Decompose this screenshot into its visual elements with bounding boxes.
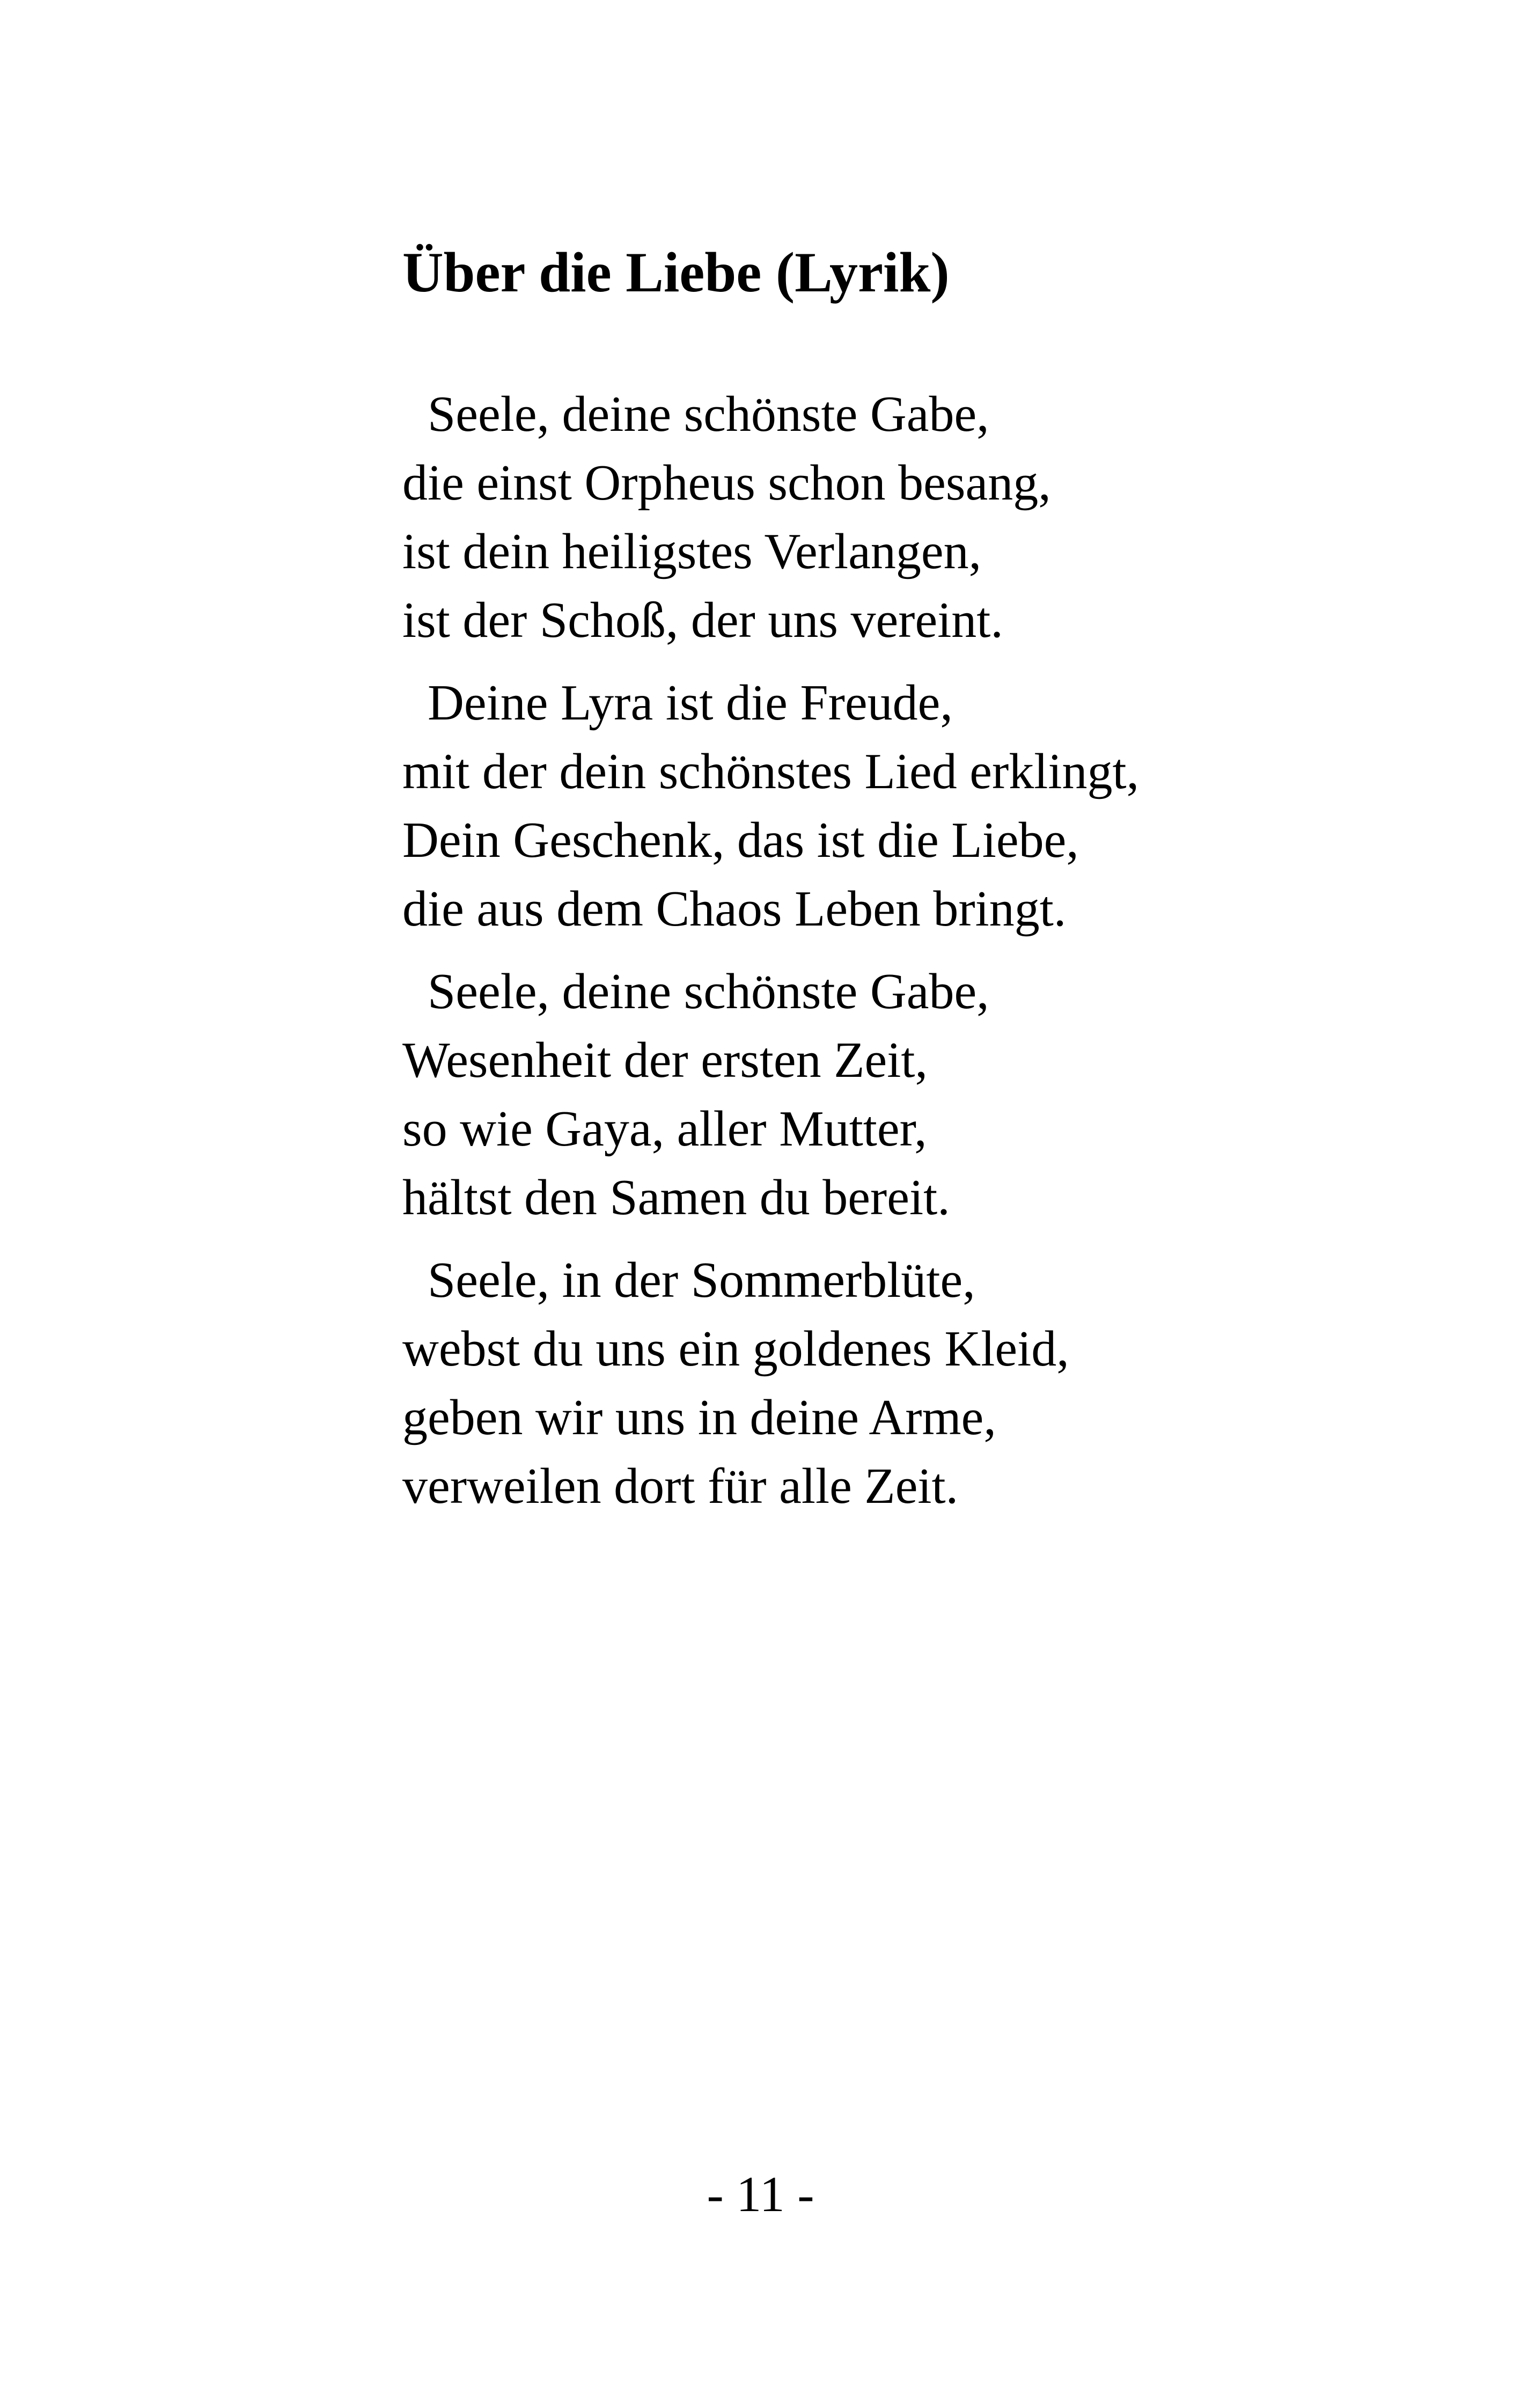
poem-body (402, 380, 1422, 1535)
stanza-2 (402, 669, 1422, 943)
poem-line: Dein Geschenk, das ist die Liebe, (402, 812, 1079, 868)
poem-line: ist dein heiligstes Verlangen, (402, 524, 982, 579)
poem-line: mit der dein schönstes Lied erklingt, (402, 744, 1140, 799)
poem-line: geben wir uns in deine Arme, (402, 1390, 996, 1445)
poem-line: verweilen dort für alle Zeit. (402, 1458, 959, 1514)
poem-line: so wie Gaya, aller Mutter, (402, 1101, 927, 1157)
poem-line: ist der Schoß, der uns vereint. (402, 592, 1003, 648)
poem-title: Über die Liebe (Lyrik) (402, 241, 950, 304)
poem-line: webst du uns ein goldenes Kleid, (402, 1321, 1069, 1377)
page-number: - 11 - (707, 2167, 814, 2222)
poem-line: Seele, in der Sommerblüte, (428, 1252, 975, 1308)
poem-line: Deine Lyra ist die Freude, (428, 675, 953, 731)
stanza-3 (402, 957, 1422, 1232)
stanza-1 (402, 380, 1422, 655)
poem-line: die aus dem Chaos Leben bringt. (402, 881, 1067, 937)
poem-line: Wesenheit der ersten Zeit, (402, 1032, 928, 1088)
poem-line: die einst Orpheus schon besang, (402, 455, 1051, 511)
poem-line: hältst den Samen du bereit. (402, 1170, 950, 1225)
poem-line: Seele, deine schönste Gabe, (428, 964, 989, 1019)
poem-line: Seele, deine schönste Gabe, (428, 386, 989, 442)
stanza-4 (402, 1246, 1422, 1521)
